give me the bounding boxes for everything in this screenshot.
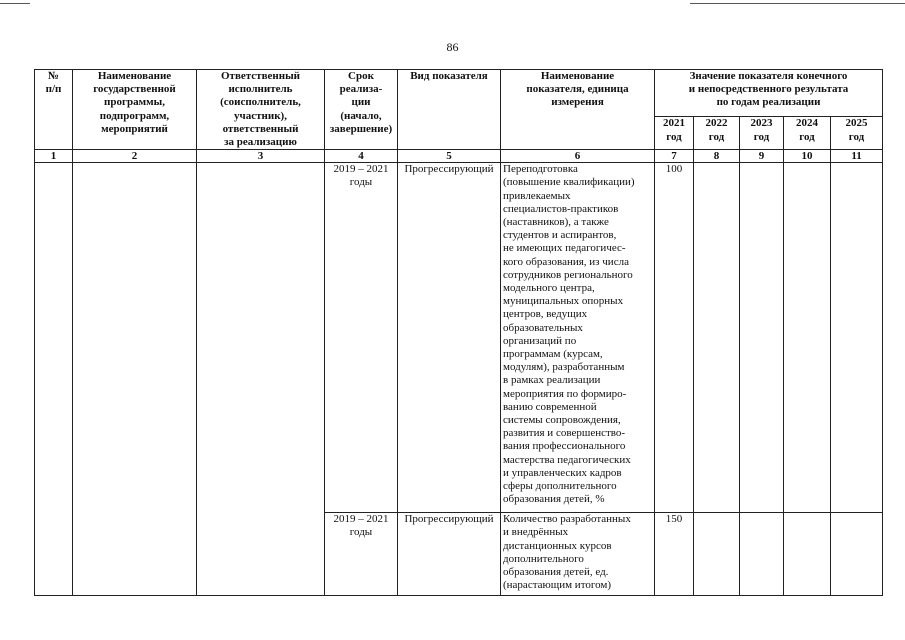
indicator-table: [34, 69, 883, 596]
cell-value-2022: [694, 163, 740, 513]
top-border-line-right: [690, 3, 905, 4]
cell-value-2025: [831, 513, 883, 596]
cell-indicator-type: Прогрессирующий: [398, 513, 501, 596]
cell-indicator-name: [501, 513, 655, 596]
cell-value-2022: [694, 513, 740, 596]
cell-term-text: 2019 – 2021 годы: [333, 163, 389, 189]
page-number: 86: [446, 40, 459, 54]
cell-term: [325, 513, 398, 596]
column-number: 11: [831, 150, 883, 163]
cell-executor-empty: [197, 163, 325, 596]
cell-value-2023: [740, 513, 784, 596]
header-program-name-text: Наименование государственной программы, подпрограмм, мероприятий: [93, 70, 176, 135]
header-term: [325, 70, 398, 150]
header-year-2021: [655, 117, 694, 150]
header-term-text: Срок реализа- ции (начало, завершение): [329, 70, 393, 135]
header-year-2023: [740, 117, 784, 150]
header-year-2022: [694, 117, 740, 150]
cell-value-2021: 100: [655, 163, 694, 513]
top-border-line-left: [0, 3, 30, 4]
cell-indicator-name-text: Количество разработанных и внедрённых дистанционных курсов дополнительного образования детей, ед. (нарастающим итогом): [503, 513, 631, 592]
header-year-2021-text: 2021 год: [663, 117, 685, 143]
cell-term-text: 2019 – 2021 годы: [333, 513, 389, 539]
header-number: [35, 70, 73, 150]
cell-term: [325, 163, 398, 513]
cell-indicator-name: [501, 163, 655, 513]
cell-number-empty: [35, 163, 73, 596]
cell-indicator-type: Прогрессирующий: [398, 163, 501, 513]
header-indicator-type-text: Вид показателя: [410, 70, 488, 82]
table-row: [35, 163, 883, 513]
column-number: 8: [694, 150, 740, 163]
header-values-group-text: Значение показателя конечного и непосредственного результата по годам реализации: [688, 70, 849, 109]
header-values-group: [655, 70, 883, 117]
cell-program-empty: [73, 163, 197, 596]
header-executor: [197, 70, 325, 150]
cell-value-2025: [831, 163, 883, 513]
header-number-text: № п/п: [45, 70, 62, 96]
column-number: 5: [398, 150, 501, 163]
header-year-2025: [831, 117, 883, 150]
column-number-row: [35, 150, 883, 163]
header-year-2024-text: 2024 год: [796, 117, 818, 143]
header-year-2025-text: 2025 год: [845, 117, 868, 143]
column-number: 2: [73, 150, 197, 163]
column-number: 6: [501, 150, 655, 163]
cell-value-2021: 150: [655, 513, 694, 596]
cell-value-2023: [740, 163, 784, 513]
cell-indicator-name-text: Переподготовка (повышение квалификации) привлекаемых специалистов-практиков (наставников), а также студентов и аспирантов, не имеющих педагогичес- кого образования, из числа сотрудников регионального модельного центра, муниципальных опорных центров, ведущих образовательных организаций по программам (курсам, модулям), разработанным в рамках реализации мероприятия по формиро- ванию современной системы сопровождения, развития и совершенство- вания профессионального мастерства педагогических и управленческих кадров сферы дополнительного образования детей, %: [503, 163, 635, 506]
header-indicator-name-text: Наименование показателя, единица измерения: [526, 70, 629, 109]
column-number: 4: [325, 150, 398, 163]
column-number: 7: [655, 150, 694, 163]
header-year-2023-text: 2023 год: [750, 117, 773, 143]
column-number: 1: [35, 150, 73, 163]
column-number: 9: [740, 150, 784, 163]
column-number: 3: [197, 150, 325, 163]
column-number: 10: [784, 150, 831, 163]
header-year-2024: [784, 117, 831, 150]
header-program-name: [73, 70, 197, 150]
header-indicator-type: [398, 70, 501, 150]
cell-value-2024: [784, 513, 831, 596]
cell-value-2024: [784, 163, 831, 513]
header-executor-text: Ответственный исполнитель (соисполнитель, участник), ответственный за реализацию: [220, 70, 301, 149]
header-indicator-name: [501, 70, 655, 150]
header-year-2022-text: 2022 год: [705, 117, 728, 143]
